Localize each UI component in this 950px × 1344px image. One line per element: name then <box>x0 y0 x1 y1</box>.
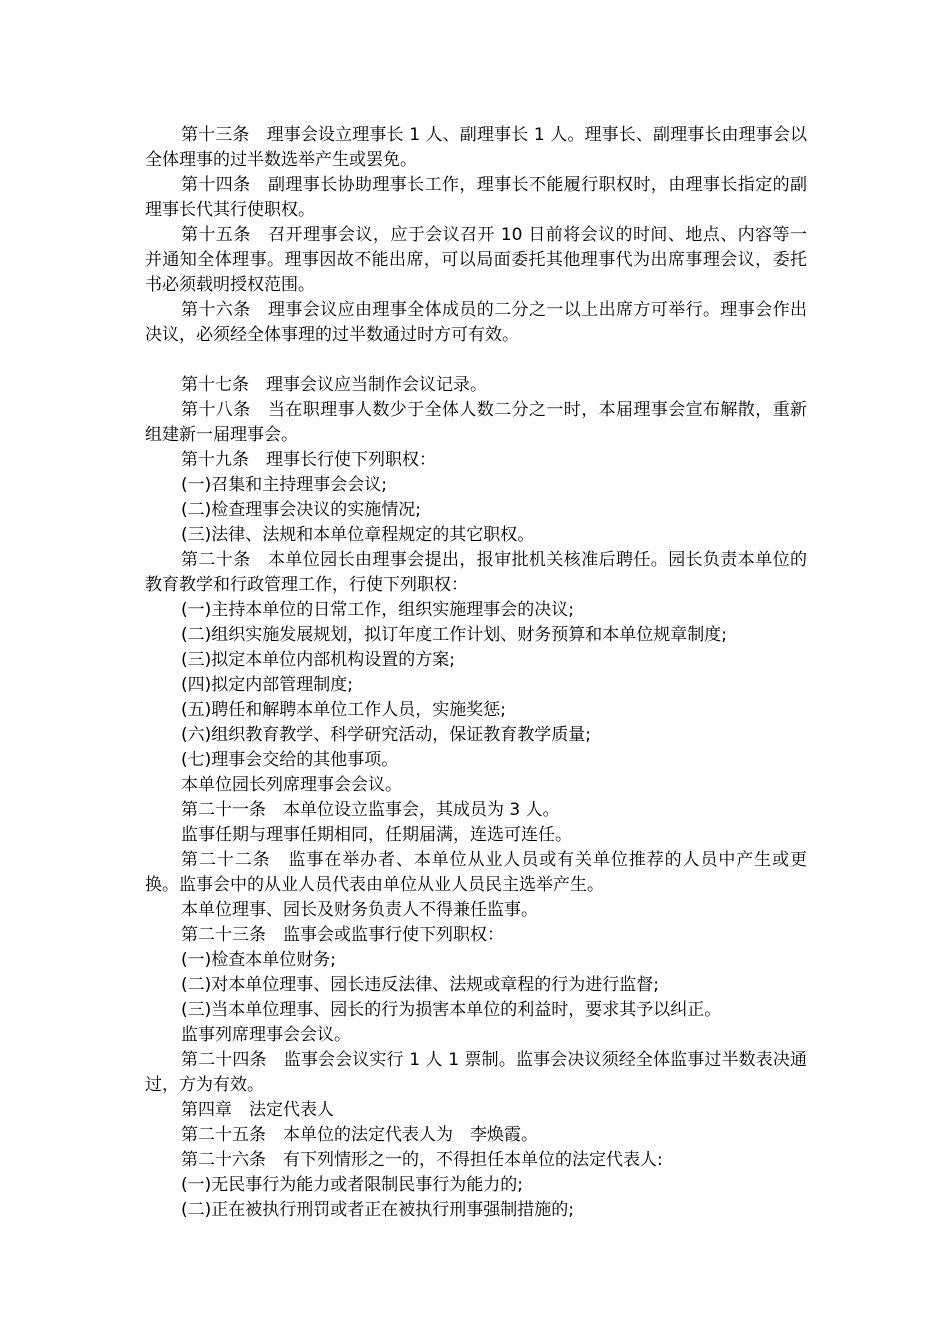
paragraph: 本单位理事、园长及财务负责人不得兼任监事。 <box>181 900 538 920</box>
list-item: (二)对本单位理事、园长违反法律、法规或章程的行为进行监督; <box>181 975 659 995</box>
article-13: 第十三条 理事会设立理事长 1 人、副理事长 1 人。理事长、副理事长由理事会以全体理事的过半数选举产生或罢免。 <box>145 125 807 170</box>
document-body <box>145 123 807 1223</box>
article-23: 第二十三条 监事会或监事行使下列职权： <box>181 925 504 945</box>
list-item: (一)检查本单位财务; <box>181 950 336 970</box>
list-item: (二)检查理事会决议的实施情况; <box>181 500 421 520</box>
paragraph: 本单位园长列席理事会会议。 <box>181 775 402 795</box>
article-17: 第十七条 理事会议应当制作会议记录。 <box>181 375 487 395</box>
paragraph: 监事任期与理事任期相同，任期届满，连选可连任。 <box>181 825 572 845</box>
article-14: 第十四条 副理事长协助理事长工作，理事长不能履行职权时，由理事长指定的副理事长代其行使职权。 <box>145 175 807 220</box>
article-21: 第二十一条 本单位设立监事会，其成员为 3 人。 <box>181 800 560 820</box>
article-16: 第十六条 理事会议应由理事全体成员的二分之一以上出席方可举行。理事会作出决议，必须经全体事理的过半数通过时方可有效。 <box>145 300 807 345</box>
article-20: 第二十条 本单位园长由理事会提出，报审批机关核准后聘任。园长负责本单位的教育教学和行政管理工作，行使下列职权： <box>145 550 807 595</box>
chapter-heading: 第四章 法定代表人 <box>181 1100 334 1120</box>
article-24: 第二十四条 监事会会议实行 1 人 1 票制。监事会决议须经全体监事过半数表决通过，方为有效。 <box>145 1050 807 1095</box>
paragraph-gap <box>145 348 807 373</box>
paragraph: 监事列席理事会会议。 <box>181 1025 351 1045</box>
list-item: (七)理事会交给的其他事项。 <box>181 750 399 770</box>
list-item: (六)组织教育教学、科学研究活动，保证教育教学质量; <box>181 725 591 745</box>
article-15: 第十五条 召开理事会议，应于会议召开 10 日前将会议的时间、地点、内容等一并通知全体理事。理事因故不能出席，可以局面委托其他理事代为出席事理会议，委托书必须载明授权范围。 <box>145 225 807 295</box>
article-22: 第二十二条 监事在举办者、本单位从业人员或有关单位推荐的人员中产生或更换。监事会中的从业人员代表由单位从业人员民主选举产生。 <box>145 850 807 895</box>
article-25: 第二十五条 本单位的法定代表人为 李焕霞。 <box>181 1125 538 1145</box>
list-item: (一)主持本单位的日常工作，组织实施理事会的决议; <box>181 600 574 620</box>
list-item: (一)无民事行为能力或者限制民事行为能力的; <box>181 1175 523 1195</box>
article-26: 第二十六条 有下列情形之一的，不得担任本单位的法定代表人: <box>181 1150 663 1170</box>
list-item: (一)召集和主持理事会会议; <box>181 475 387 495</box>
list-item: (三)当本单位理事、园长的行为损害本单位的利益时，要求其予以纠正。 <box>181 1000 722 1020</box>
article-18: 第十八条 当在职理事人数少于全体人数二分之一时，本届理事会宣布解散，重新组建新一届理事会。 <box>145 400 807 445</box>
list-item: (二)组织实施发展规划，拟订年度工作计划、财务预算和本单位规章制度; <box>181 625 727 645</box>
article-19: 第十九条 理事长行使下列职权： <box>181 450 436 470</box>
list-item: (三)拟定本单位内部机构设置的方案; <box>181 650 455 670</box>
list-item: (三)法律、法规和本单位章程规定的其它职权。 <box>181 525 535 545</box>
list-item: (五)聘任和解聘本单位工作人员，实施奖惩; <box>181 700 506 720</box>
list-item: (二)正在被执行刑罚或者正在被执行刑事强制措施的; <box>181 1200 574 1220</box>
list-item: (四)拟定内部管理制度; <box>181 675 353 695</box>
